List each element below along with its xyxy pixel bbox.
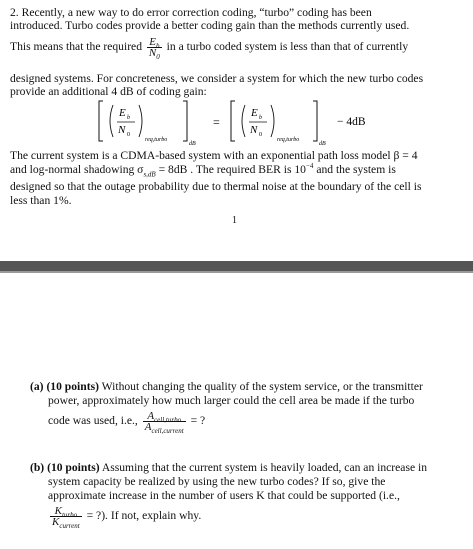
body-line-4: less than 1%. bbox=[10, 194, 72, 207]
question-a-line-3: code was used, i.e., $\frac{A_{cell,turbo}}{A_{cell,current}}$ = ? bbox=[48, 410, 206, 436]
intro-line-4: designed systems. For concreteness, we consider a system for which the new turbo codes bbox=[10, 72, 424, 85]
page-separator-shadow bbox=[0, 271, 473, 273]
svg-text:req,turbo: req,turbo bbox=[145, 137, 168, 143]
svg-text:− 4dB: − 4dB bbox=[337, 116, 366, 128]
svg-text:b: b bbox=[127, 115, 130, 121]
question-b-line-3: approximate increase in the number of users K that could be supported (i.e., bbox=[48, 489, 400, 502]
question-a-line-2: power, approximately how much larger could the cell area be made if the turbo bbox=[48, 394, 415, 407]
intro-line-1: 2. Recently, a new way to do error correction coding, “turbo” coding has been bbox=[10, 6, 372, 19]
svg-text:req,turbo: req,turbo bbox=[277, 137, 300, 143]
body-line-1: The current system is a CDMA-based system with an exponential path loss model β = 4 bbox=[10, 149, 418, 162]
svg-text:E: E bbox=[119, 107, 126, 119]
page-separator-band bbox=[0, 261, 473, 271]
coding-gain-equation bbox=[95, 97, 435, 147]
question-b-line-2: system capacity be realized by using the new turbo codes? If so, give the bbox=[48, 475, 386, 488]
users-ratio-fraction: $\frac{K_{turbo}}{K_{current}}$ bbox=[52, 505, 80, 531]
svg-text:b: b bbox=[259, 115, 262, 121]
intro-line-3: This means that the required $\frac{E_b}{N_0}$ in a turbo coded system is less than that of currently bbox=[10, 36, 409, 62]
area-ratio-fraction: $\frac{A_{cell,turbo}}{A_{cell,current}}$ bbox=[144, 410, 184, 436]
question-b-line-4: $\frac{K_{turbo}}{K_{current}}$ = ?). If not, explain why. bbox=[52, 505, 202, 531]
intro-line-5: provide an additional 4 dB of coding gain: bbox=[10, 85, 207, 98]
svg-text:dB: dB bbox=[319, 141, 326, 147]
eb-n0-fraction: $\frac{E_b}{N_0}$ bbox=[148, 36, 160, 62]
svg-text:0: 0 bbox=[259, 132, 262, 138]
svg-text:N: N bbox=[250, 124, 258, 136]
body-line-2: and log-normal shadowing $\sigma_{s,dB} = 8dB$ . The required BER is $10^{-4}$ and the system is bbox=[10, 162, 396, 179]
body-line-3: designed so that the outage probability due to thermal noise at the boundary of the cell is bbox=[10, 180, 422, 193]
svg-text:dB: dB bbox=[189, 141, 196, 147]
question-b-line-1: (b) (10 points) Assuming that the current system is heavily loaded, can an increase in bbox=[30, 461, 428, 474]
svg-text:E: E bbox=[251, 107, 258, 119]
svg-text:0: 0 bbox=[127, 132, 130, 138]
svg-text:N: N bbox=[118, 124, 126, 136]
intro-line-2: introduced. Turbo codes provide a better coding gain than the methods currently used. bbox=[10, 19, 410, 32]
svg-text:=: = bbox=[213, 115, 220, 129]
page-number: 1 bbox=[232, 215, 237, 226]
question-a-line-1: (a) (10 points) Without changing the quality of the system service, or the transmitter bbox=[30, 380, 423, 393]
